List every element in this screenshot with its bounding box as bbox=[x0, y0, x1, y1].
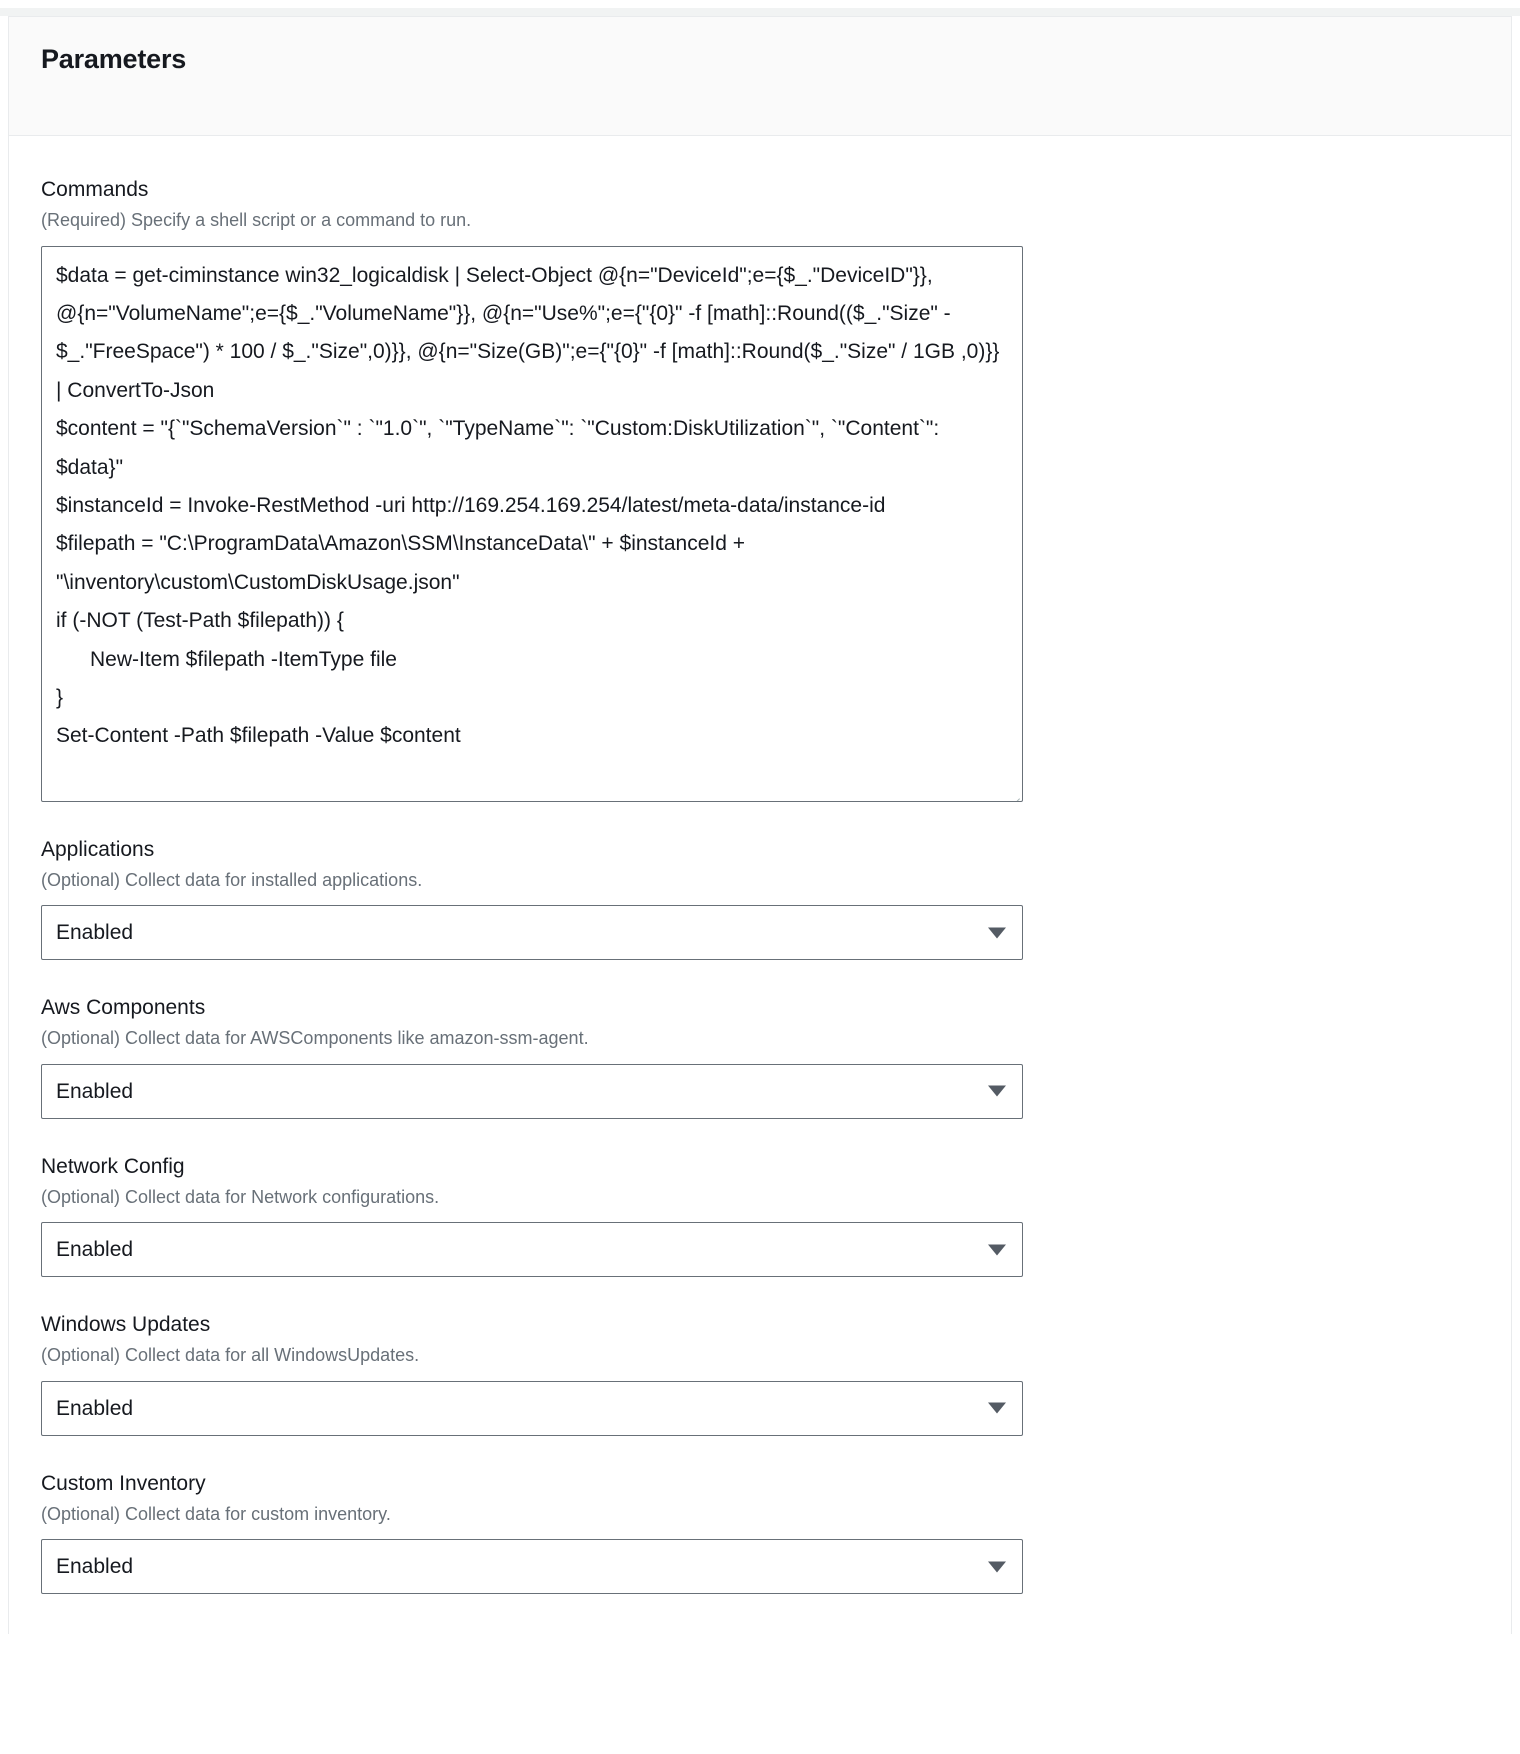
field-label: Windows Updates bbox=[41, 1313, 211, 1337]
field-description: (Optional) Collect data for Network configurations. bbox=[41, 1186, 440, 1207]
chevron-down-icon[interactable] bbox=[988, 1086, 1006, 1097]
field-applications bbox=[41, 836, 1479, 961]
field-description: (Optional) Collect data for installed applications. bbox=[41, 869, 423, 890]
field-label: Applications bbox=[41, 837, 155, 861]
select-value: Enabled bbox=[56, 1079, 134, 1103]
command-line: } bbox=[56, 686, 64, 709]
parameters-card-header bbox=[9, 17, 1511, 136]
chevron-down-icon[interactable] bbox=[988, 1403, 1006, 1414]
command-line: $content = "{`"SchemaVersion`" : `"1.0`", `"TypeName`": `"Custom:DiskUtilization`", `"Content`": $data}" bbox=[56, 417, 946, 479]
field-label: Aws Components bbox=[41, 996, 206, 1020]
commands-label: Commands bbox=[41, 178, 149, 201]
select-custom-inventory[interactable] bbox=[41, 1539, 1023, 1594]
field-description: (Optional) Collect data for AWSComponents like amazon-ssm-agent. bbox=[41, 1028, 589, 1049]
page-bottom-spacer bbox=[0, 1634, 1520, 1754]
field-label: Custom Inventory bbox=[41, 1471, 206, 1495]
field-network-config bbox=[41, 1153, 1479, 1278]
select-value: Enabled bbox=[56, 1238, 134, 1262]
select-windows-updates[interactable] bbox=[41, 1381, 1023, 1436]
page-title: Parameters bbox=[41, 44, 187, 74]
field-aws-components bbox=[41, 994, 1479, 1119]
parameters-card-body bbox=[9, 136, 1511, 1634]
select-value: Enabled bbox=[56, 921, 134, 945]
chevron-down-icon[interactable] bbox=[988, 927, 1006, 938]
field-description: (Optional) Collect data for all WindowsUpdates. bbox=[41, 1345, 420, 1366]
commands-description: (Required) Specify a shell script or a command to run. bbox=[41, 210, 472, 231]
resize-handle-icon[interactable] bbox=[1006, 785, 1020, 799]
command-line: New-Item $filepath -ItemType file bbox=[90, 647, 397, 671]
select-applications[interactable] bbox=[41, 905, 1023, 960]
command-line: if (-NOT (Test-Path $filepath)) { bbox=[56, 609, 344, 633]
command-line: Set-Content -Path $filepath -Value $content bbox=[56, 724, 461, 748]
command-line: $filepath = "C:\ProgramData\Amazon\SSM\InstanceData\" + $instanceId + "\inventory\custom\CustomDiskUsage.json" bbox=[56, 532, 751, 594]
command-line: $instanceId = Invoke-RestMethod -uri http://169.254.169.254/latest/meta-data/instance-id bbox=[56, 493, 886, 517]
select-value: Enabled bbox=[56, 1396, 134, 1420]
parameters-card bbox=[8, 16, 1512, 1634]
select-aws-components[interactable] bbox=[41, 1064, 1023, 1119]
page-top-strip bbox=[0, 8, 1520, 16]
dropdown-fields-group bbox=[41, 836, 1479, 1595]
commands-textarea-content[interactable] bbox=[56, 257, 1008, 756]
chevron-down-icon[interactable] bbox=[988, 1561, 1006, 1572]
field-custom-inventory bbox=[41, 1470, 1479, 1595]
field-label: Network Config bbox=[41, 1154, 185, 1178]
chevron-down-icon[interactable] bbox=[988, 1244, 1006, 1255]
select-value: Enabled bbox=[56, 1555, 134, 1579]
field-commands bbox=[41, 176, 1479, 802]
field-windows-updates bbox=[41, 1311, 1479, 1436]
command-line: $data = get-ciminstance win32_logicaldisk | Select-Object @{n="DeviceId";e={$_."DeviceID"}}, @{n="VolumeName";e={$_."VolumeName"}}, @{n="Use%";e={"{0}" -f [math]::Round(($_."Size" - $_."FreeSpace") * 100 / $_."Size",0)}}, @{n="Size(GB)";e={"{0}" -f [math]::Round($_."Size" / 1GB ,0)}} | ConvertTo-Json bbox=[56, 263, 1006, 402]
field-description: (Optional) Collect data for custom inventory. bbox=[41, 1504, 391, 1524]
commands-textarea[interactable] bbox=[41, 246, 1023, 802]
select-network-config[interactable] bbox=[41, 1222, 1023, 1277]
